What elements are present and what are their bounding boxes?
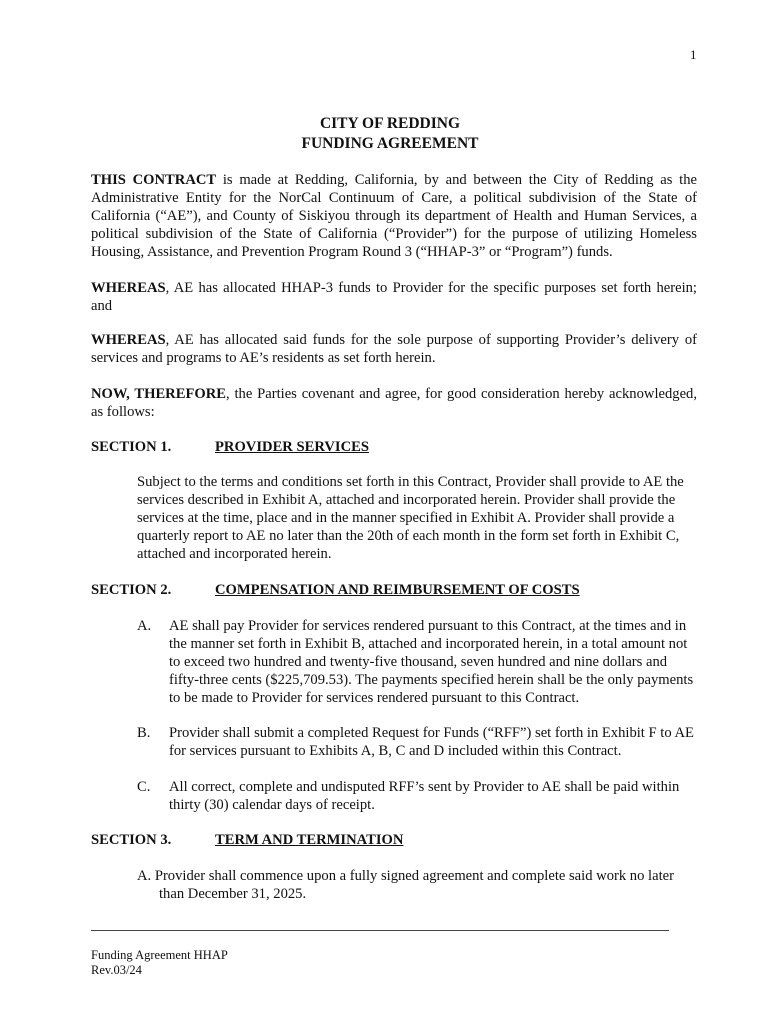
section-2-item-a-letter: A.	[137, 618, 152, 634]
section-3-item-a: A. Provider shall commence upon a fully signed agreement and complete said work no later than December 31, 2025.	[137, 868, 674, 902]
section-2-item-a-text: AE shall pay Provider for services rendered pursuant to this Contract, at the times and in the manner set forth in Exhibit B, attached and incorporated herein, in a total amount not to exceed two hundred and twenty-five thousand, seven hundred and nine dollars and fifty-three cents ($225,709.53). The payments specified herein shall be the only payments to be made to Provider for services rendered pursuant to this Contract.	[169, 618, 694, 706]
document-title	[0, 114, 770, 154]
now-therefore-lead: NOW, THEREFORE	[91, 386, 226, 402]
intro-text: is made at Redding, California, by and between the City of Redding as the Administrative Entity for the NorCal Continuum of Care, a political subdivision of the State of California (“AE”), and County of Siskiyou through its department of Health and Human Services, a political subdivision of the State of California (“Provider”) for the purpose of utilizing Homeless Housing, Assistance, and Prevention Program Round 3 (“HHAP-3” or “Program”) funds.	[91, 172, 698, 260]
intro-paragraph	[91, 171, 697, 261]
section-1-title: PROVIDER SERVICES	[215, 439, 369, 455]
now-therefore-text: , the Parties covenant and agree, for good consideration hereby acknowledged, as follows:	[91, 386, 697, 420]
section-2-title: COMPENSATION AND REIMBURSEMENT OF COSTS	[215, 582, 580, 598]
section-1-body: Subject to the terms and conditions set forth in this Contract, Provider shall provide to AE the services described in Exhibit A, attached and incorporated herein. Provider shall provide the services at the time, place and in the manner specified in Exhibit A. Provider shall provide a quarterly report to AE no later than the 20th of each month in the form set forth in Exhibit C, attached and incorporated herein.	[137, 474, 684, 562]
footer-line-2: Rev.03/24	[91, 963, 142, 977]
whereas-paragraph-1	[91, 279, 697, 315]
footer-divider	[91, 930, 669, 931]
title-line-1: CITY OF REDDING	[319, 115, 461, 132]
section-2-item-b-letter: B.	[137, 725, 151, 741]
section-3-title: TERM AND TERMINATION	[215, 832, 404, 848]
page-number: 1	[690, 47, 697, 62]
footer-line-1: Funding Agreement HHAP	[91, 948, 228, 962]
section-2-number: SECTION 2.	[91, 582, 172, 598]
section-2-item-c-letter: C.	[137, 779, 151, 795]
section-2-item-b-text: Provider shall submit a completed Request for Funds (“RFF”) set forth in Exhibit F to AE for services pursuant to Exhibits A, B, C and D included within this Contract.	[169, 725, 694, 759]
title-line-2: FUNDING AGREEMENT	[301, 135, 479, 152]
whereas-2-text: , AE has allocated said funds for the sole purpose of supporting Provider’s delivery of services and programs to AE’s residents as set forth herein.	[91, 332, 697, 366]
whereas-paragraph-2	[91, 331, 697, 367]
whereas-1-text: , AE has allocated HHAP-3 funds to Provider for the specific purposes set forth herein; and	[91, 280, 697, 314]
intro-lead: THIS CONTRACT	[91, 172, 217, 188]
whereas-1-lead: WHEREAS	[91, 280, 166, 296]
whereas-2-lead: WHEREAS	[91, 332, 166, 348]
section-1-number: SECTION 1.	[91, 439, 172, 455]
section-3-number: SECTION 3.	[91, 832, 172, 848]
now-therefore-paragraph	[91, 385, 697, 421]
section-2-item-c-text: All correct, complete and undisputed RFF’s sent by Provider to AE shall be paid within thirty (30) calendar days of receipt.	[169, 779, 680, 813]
